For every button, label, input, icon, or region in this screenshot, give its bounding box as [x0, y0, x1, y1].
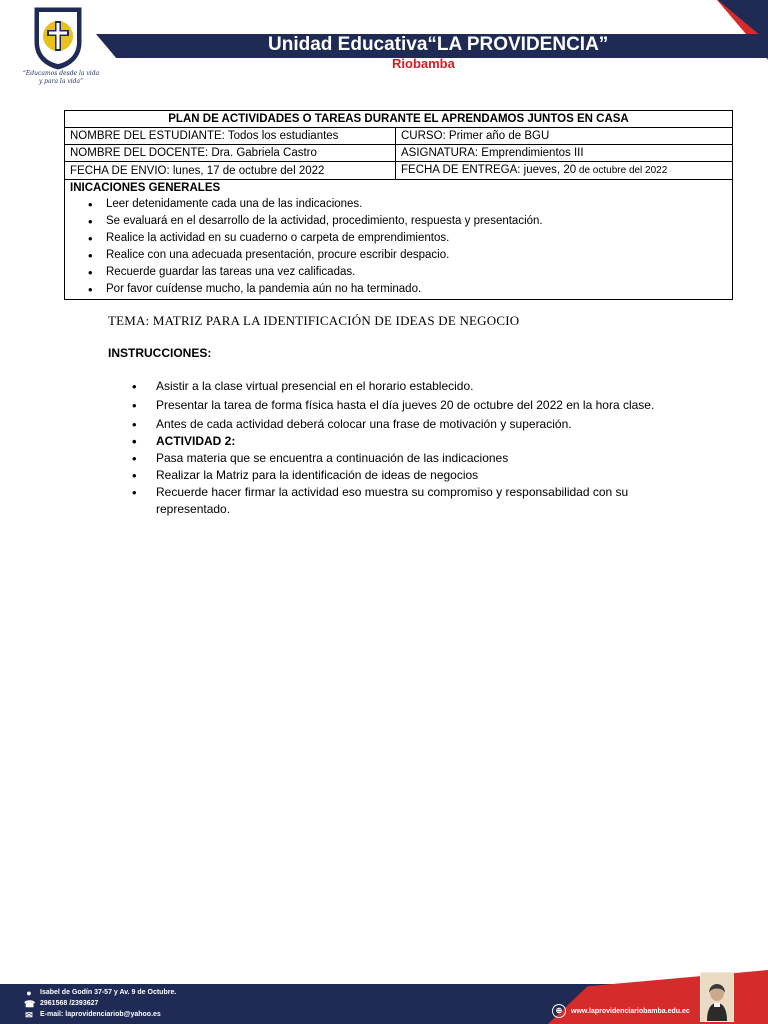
course-field: CURSO: Primer año de BGU [396, 128, 733, 145]
send-date-field: FECHA DE ENVIO: lunes, 17 de octubre del 2022 [65, 162, 396, 180]
list-item: • Antes de cada actividad deberá colocar una frase de motivación y superación. [130, 416, 670, 433]
footer-address: ● Isabel de Godín 37-57 y Av. 9 de Octubre. [24, 988, 176, 998]
list-item: • ACTIVIDAD 2: [130, 433, 670, 450]
list-item: • Presentar la tarea de forma física hasta el día jueves 20 de octubre del 2022 en la hora clase. [130, 397, 670, 414]
footer-website[interactable]: ⊕ www.laprovidenciariobamba.edu.ec [552, 1004, 690, 1018]
instructions-list [130, 378, 670, 518]
founder-portrait [700, 972, 734, 1022]
phone-icon: ☎ [24, 999, 36, 1009]
subject-field: ASIGNATURA: Emprendimientos III [396, 145, 733, 162]
school-city: Riobamba [392, 56, 455, 71]
list-item: • Se evaluará en el desarrollo de la actividad, procedimiento, respuesta y presentación. [90, 213, 727, 230]
globe-icon: ⊕ [552, 1004, 566, 1018]
list-item: • Realice con una adecuada presentación, procure escribir despacio. [90, 247, 727, 264]
school-logo [32, 4, 84, 70]
list-item: • Por favor cuídense mucho, la pandemia aún no ha terminado. [90, 281, 727, 298]
general-indications [65, 180, 733, 300]
school-motto: “Educamos desde la vida y para la vida” [22, 70, 100, 85]
general-indications-list [70, 196, 727, 298]
location-pin-icon: ● [26, 988, 32, 998]
list-item: • Pasa materia que se encuentra a continuación de las indicaciones [130, 450, 670, 467]
plan-title: PLAN DE ACTIVIDADES O TAREAS DURANTE EL APRENDAMOS JUNTOS EN CASA [65, 111, 733, 128]
footer-phone: ☎ 2961568 /2393627 [24, 999, 99, 1009]
student-field: NOMBRE DEL ESTUDIANTE: Todos los estudiantes [65, 128, 396, 145]
footer-email[interactable]: ✉ E-mail: laprovidenciariob@yahoo.es [25, 1010, 161, 1020]
school-name: Unidad Educativa“LA PROVIDENCIA” [268, 34, 609, 55]
instructions-title: INSTRUCCIONES: [108, 346, 212, 360]
topic-heading: TEMA: MATRIZ PARA LA IDENTIFICACIÓN DE IDEAS DE NEGOCIO [108, 313, 520, 328]
due-date-field: FECHA DE ENTREGA: jueves, 20 de octubre del 2022 [396, 162, 733, 180]
list-item: • Leer detenidamente cada una de las indicaciones. [90, 196, 727, 213]
teacher-field: NOMBRE DEL DOCENTE: Dra. Gabriela Castro [65, 145, 396, 162]
list-item: • Recuerde hacer firmar la actividad eso muestra su compromiso y responsabilidad con su representado. [130, 484, 670, 518]
activity-plan-table [64, 110, 733, 300]
list-item: • Asistir a la clase virtual presencial en el horario establecido. [130, 378, 670, 395]
list-item: • Recuerde guardar las tareas una vez calificadas. [90, 264, 727, 281]
list-item: • Realizar la Matriz para la identificación de ideas de negocios [130, 467, 670, 484]
email-icon: ✉ [25, 1010, 33, 1020]
list-item: • Realice la actividad en su cuaderno o carpeta de emprendimientos. [90, 230, 727, 247]
general-indications-title: INICACIONES GENERALES [70, 182, 221, 194]
